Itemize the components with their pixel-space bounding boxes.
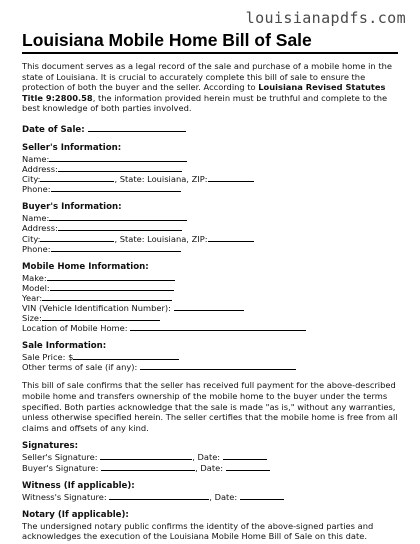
seller-name-label: Name: [22, 153, 50, 164]
buyer-city-row [22, 234, 398, 244]
sale-heading: Sale Information: [22, 341, 107, 352]
buyer-name-row [22, 213, 398, 223]
sale-price-row [22, 352, 398, 362]
mobile-home-section [22, 262, 398, 334]
seller-address-field[interactable] [58, 164, 182, 172]
buyer-phone-row [22, 244, 398, 254]
witness-date-field[interactable] [240, 492, 284, 500]
seller-signature-label: Seller's Signature: [22, 452, 98, 463]
buyer-signature-label: Buyer's Signature: [22, 462, 99, 473]
witness-signature-field[interactable] [109, 492, 209, 500]
site-watermark: louisianapdfs.com [245, 9, 406, 27]
buyer-address-label: Address: [22, 223, 58, 234]
notary-section [22, 510, 398, 542]
witness-signature-row [22, 492, 398, 502]
seller-phone-row [22, 184, 398, 194]
buyer-state-label: , State: Louisiana, ZIP: [114, 233, 208, 244]
buyer-city-field[interactable] [40, 234, 114, 242]
year-row [22, 293, 398, 303]
make-label: Make: [22, 272, 47, 283]
seller-city-row [22, 174, 398, 184]
model-field[interactable] [50, 283, 174, 291]
mobile-home-heading: Mobile Home Information: [22, 261, 149, 272]
buyer-city-label: City: [22, 233, 41, 244]
buyer-name-field[interactable] [49, 213, 187, 221]
title-rule [22, 52, 398, 54]
signatures-heading: Signatures: [22, 441, 79, 452]
seller-signature-field[interactable] [100, 452, 192, 460]
notary-heading: Notary (If applicable): [22, 509, 129, 520]
other-terms-label: Other terms of sale (if any): [22, 362, 138, 373]
witness-signature-label: Witness's Signature: [22, 491, 107, 502]
seller-city-field[interactable] [40, 174, 114, 182]
make-row [22, 273, 398, 283]
model-row [22, 283, 398, 293]
vin-field[interactable] [174, 303, 244, 311]
buyer-signature-date-field[interactable] [226, 463, 270, 471]
date-of-sale-field[interactable] [88, 124, 186, 132]
buyer-heading: Buyer's Information: [22, 202, 122, 213]
make-field[interactable] [47, 273, 175, 281]
vin-label: VIN (Vehicle Identification Number): [22, 303, 171, 313]
other-terms-row [22, 362, 398, 372]
seller-signature-date-field[interactable] [223, 452, 267, 460]
buyer-signature-field[interactable] [101, 463, 195, 471]
seller-name-row [22, 154, 398, 164]
buyer-phone-label: Phone: [22, 243, 51, 254]
seller-address-row [22, 164, 398, 174]
signatures-section [22, 441, 398, 472]
size-field[interactable] [42, 313, 160, 321]
seller-signature-date-label: , Date: [192, 452, 221, 463]
statute-reference: Louisiana Revised Statutes Title 9:2800.58 [22, 82, 386, 103]
size-label: Size: [22, 313, 42, 324]
seller-address-label: Address: [22, 164, 58, 175]
sale-section [22, 341, 398, 372]
sale-price-label: Sale Price: $ [22, 352, 74, 363]
seller-state-label: , State: Louisiana, ZIP: [114, 174, 208, 185]
seller-section [22, 143, 398, 194]
model-label: Model: [22, 282, 50, 293]
buyer-address-field[interactable] [58, 223, 182, 231]
sale-price-field[interactable] [73, 352, 179, 360]
buyer-zip-field[interactable] [208, 234, 254, 242]
seller-name-field[interactable] [49, 154, 187, 162]
seller-heading: Seller's Information: [22, 142, 122, 153]
year-label: Year: [22, 292, 43, 303]
vin-row [22, 303, 398, 313]
location-label: Location of Mobile Home: [22, 323, 128, 334]
location-row [22, 323, 398, 333]
buyer-signature-row [22, 463, 398, 473]
other-terms-field[interactable] [140, 362, 296, 370]
buyer-signature-date-label: , Date: [195, 462, 223, 473]
seller-city-label: City: [22, 174, 41, 185]
date-of-sale-label: Date of Sale: [22, 124, 85, 135]
buyer-phone-field[interactable] [51, 244, 181, 252]
witness-heading: Witness (If applicable): [22, 480, 135, 491]
intro-text-end: , the information provided herein must be truthful and complete to the best knowledge of both parties involved. [22, 92, 388, 114]
date-of-sale-row [22, 124, 398, 135]
intro-paragraph [22, 61, 398, 114]
intro-text: This document serves as a legal record of the sale and purchase of a mobile home in the state of Louisiana. It is crucial to accurately complete this bill of sale to ensure the protection of both the buyer and the seller. According to [22, 61, 392, 93]
seller-zip-field[interactable] [208, 174, 254, 182]
confirmation-paragraph: This bill of sale confirms that the seller has received full payment for the above-described mobile home and transfers ownership of the mobile home to the buyer under the terms specified. Both parties acknowledge that the sale is made "as is," without any warranties, unless otherwise specified herein. The seller certifies that the mobile home is free from all claims and offsets of any kind. [22, 380, 398, 433]
seller-phone-field[interactable] [51, 184, 181, 192]
notary-text: The undersigned notary public confirms the identity of the above-signed parties and acknowledges the execution of the Louisiana Mobile Home Bill of Sale on this date. [22, 520, 374, 542]
witness-date-label: , Date: [209, 491, 238, 502]
seller-phone-label: Phone: [22, 184, 51, 195]
size-row [22, 313, 398, 323]
document-title: Louisiana Mobile Home Bill of Sale [22, 30, 312, 50]
location-field[interactable] [130, 323, 306, 331]
buyer-address-row [22, 223, 398, 233]
year-field[interactable] [42, 293, 172, 301]
buyer-section [22, 202, 398, 253]
witness-section [22, 481, 398, 502]
buyer-name-label: Name: [22, 213, 50, 224]
seller-signature-row [22, 452, 398, 462]
